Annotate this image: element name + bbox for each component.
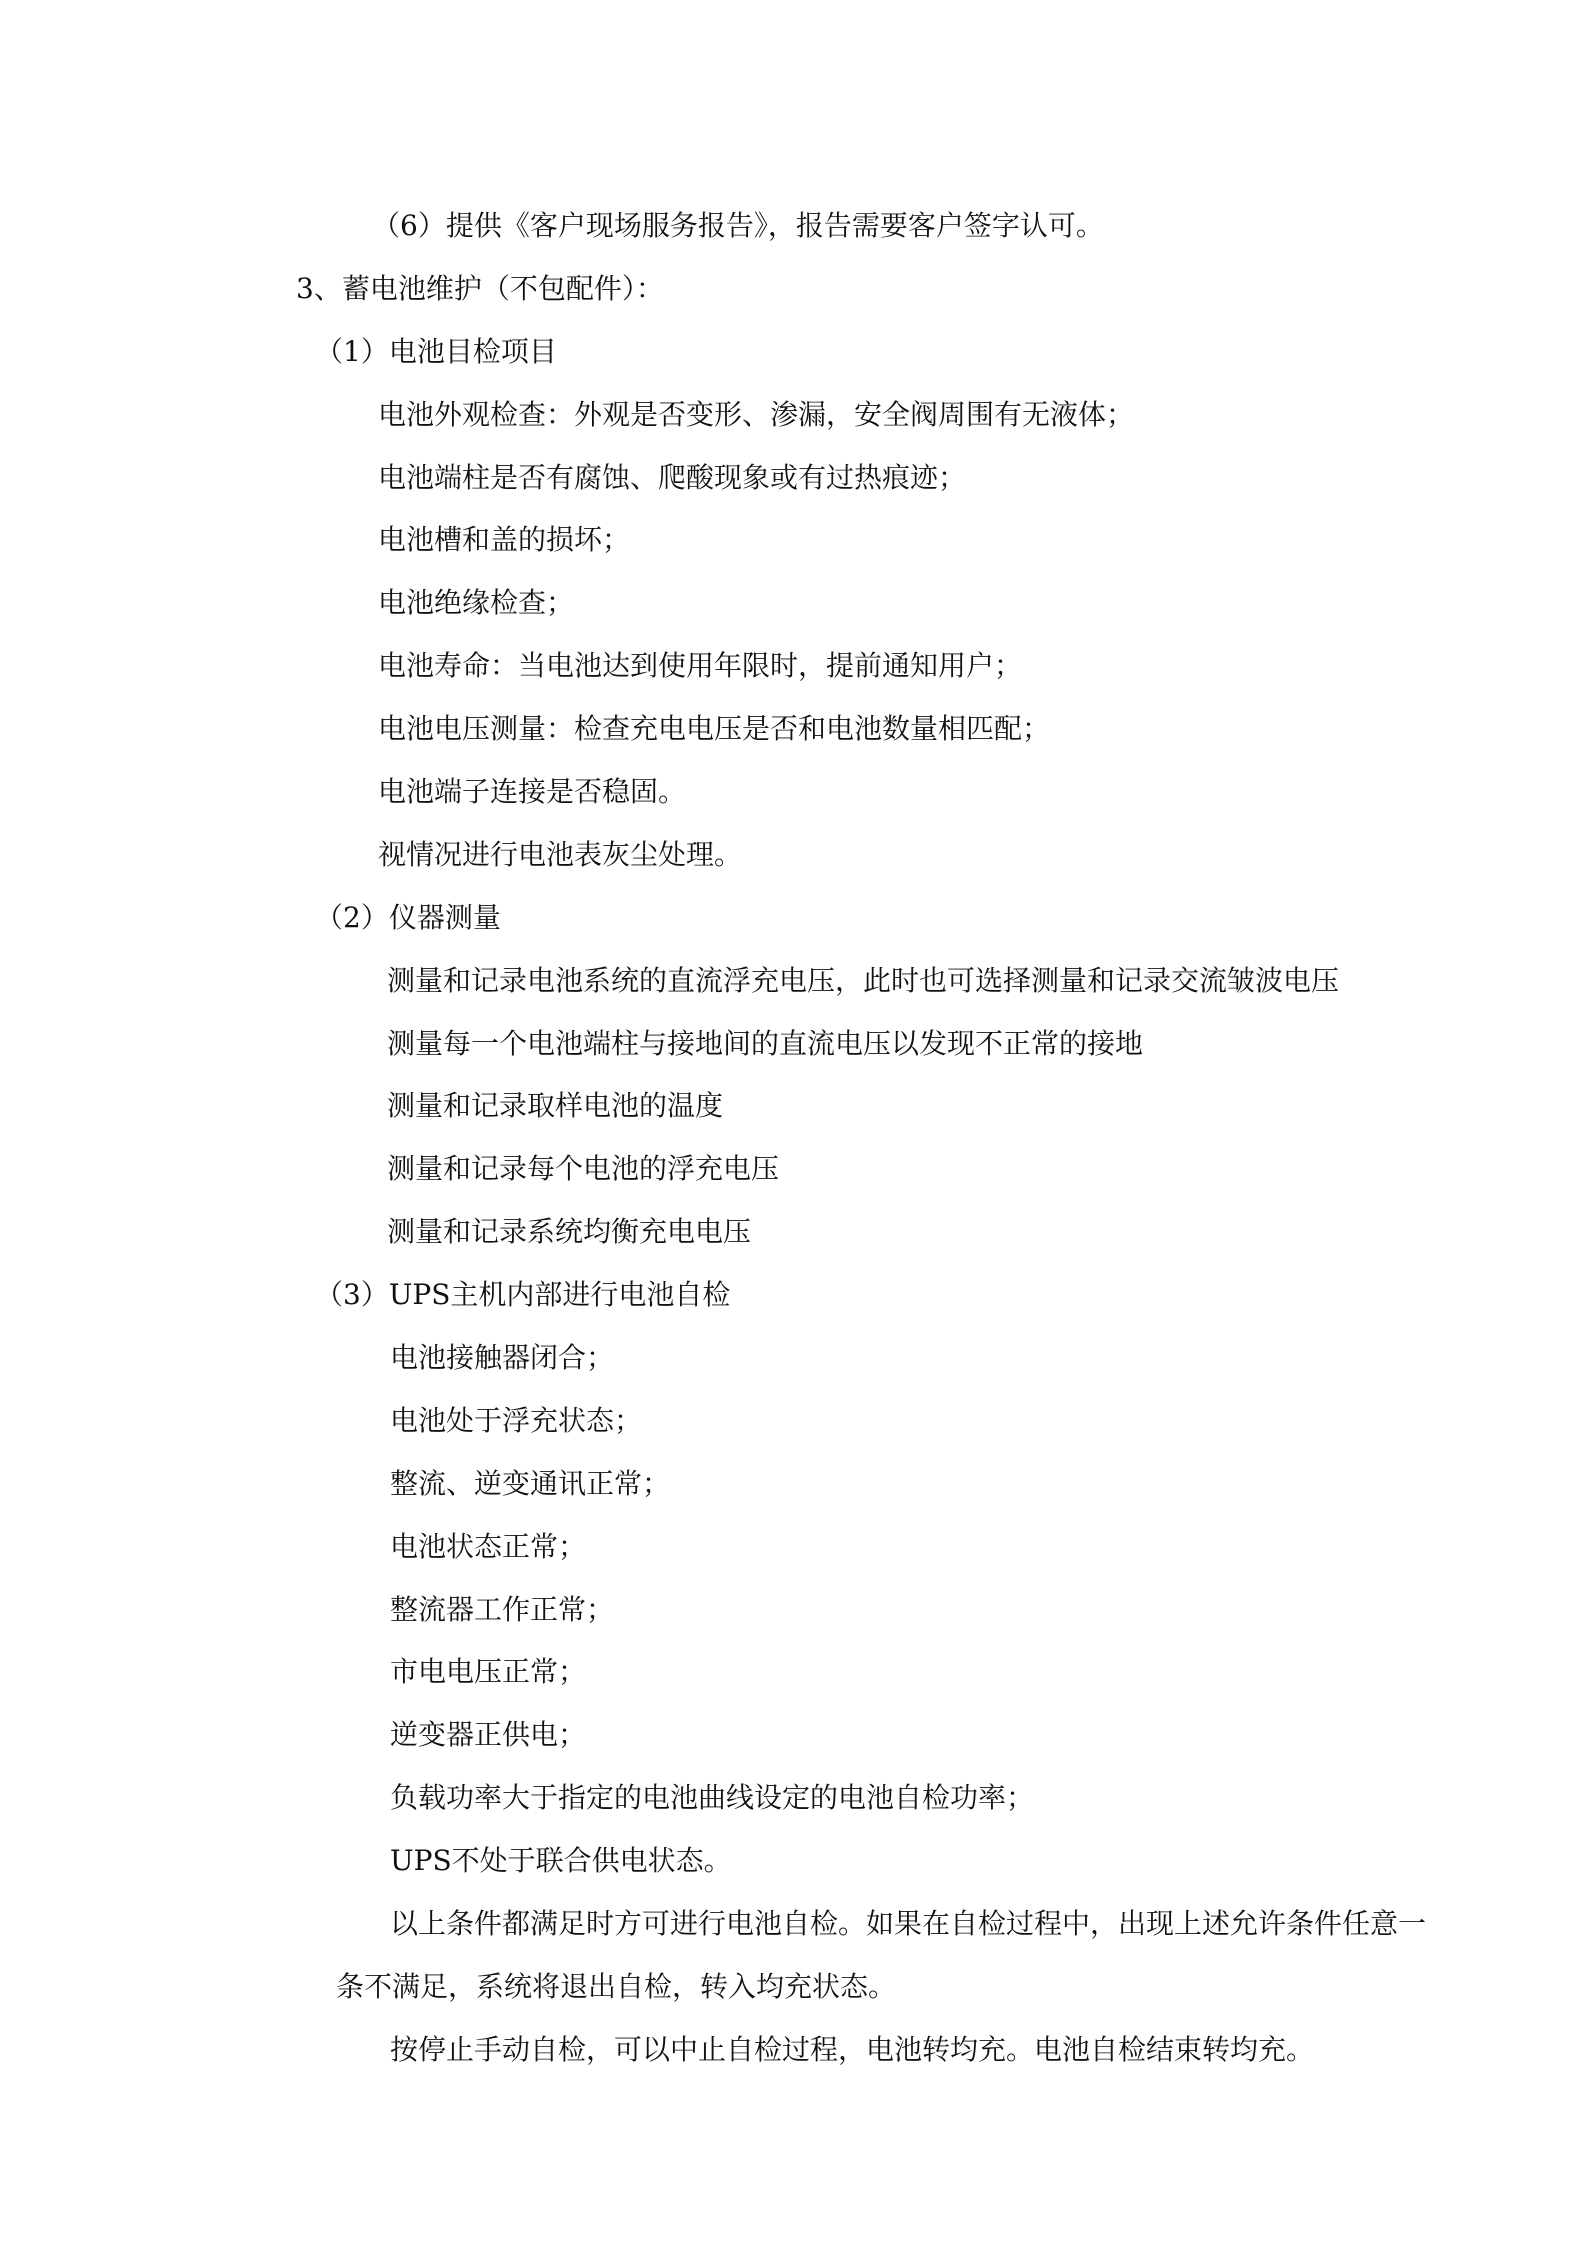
list-item: 电池处于浮充状态； [390, 1403, 643, 1437]
subsection-2-heading: （2）仪器测量 [315, 900, 501, 934]
list-item: 逆变器正供电； [390, 1718, 587, 1752]
paragraph-conditions-line-2: 条不满足，系统将退出自检，转入均充状态。 [336, 1969, 897, 2003]
list-item: 电池电压测量：检查充电电压是否和电池数量相匹配； [378, 712, 1051, 746]
list-item: 电池外观检查：外观是否变形、渗漏，安全阀周围有无液体； [378, 397, 1135, 431]
list-item: 测量和记录系统均衡充电电压 [387, 1215, 752, 1249]
list-item: 电池接触器闭合； [390, 1341, 615, 1375]
subsection-1-heading: （1）电池目检项目 [315, 334, 557, 368]
list-item: 整流、逆变通讯正常； [390, 1466, 671, 1500]
list-item: 电池寿命：当电池达到使用年限时，提前通知用户； [378, 649, 1023, 683]
list-item: 整流器工作正常； [390, 1592, 615, 1626]
list-item: 测量每一个电池端柱与接地间的直流电压以发现不正常的接地 [387, 1026, 1144, 1060]
list-item: 视情况进行电池表灰尘处理。 [378, 837, 743, 871]
list-item: 电池端子连接是否稳固。 [378, 775, 687, 809]
list-item: 电池端柱是否有腐蚀、爬酸现象或有过热痕迹； [378, 460, 967, 494]
list-item: 测量和记录每个电池的浮充电压 [387, 1152, 780, 1186]
paragraph-stop-self-test: 按停止手动自检，可以中止自检过程，电池转均充。电池自检结束转均充。 [390, 2032, 1315, 2066]
list-item: 市电电压正常； [390, 1655, 587, 1689]
item-6-service-report: （6）提供《客户现场服务报告》，报告需要客户签字认可。 [372, 209, 1104, 242]
section-3-heading: 3、蓄电池维护（不包配件）： [296, 271, 664, 305]
list-item: UPS不处于联合供电状态。 [390, 1844, 732, 1878]
subsection-3-heading: （3）UPS主机内部进行电池自检 [315, 1278, 731, 1312]
paragraph-conditions-line-1: 以上条件都满足时方可进行电池自检。如果在自检过程中，出现上述允许条件任意一 [390, 1907, 1427, 1941]
list-item: 测量和记录电池系统的直流浮充电压，此时也可选择测量和记录交流皱波电压 [387, 963, 1340, 997]
document-page [0, 195, 1587, 2082]
list-item: 测量和记录取样电池的温度 [387, 1089, 724, 1123]
list-item: 负载功率大于指定的电池曲线设定的电池自检功率； [390, 1781, 1035, 1815]
list-item: 电池状态正常； [390, 1529, 587, 1563]
list-item: 电池槽和盖的损坏； [378, 523, 631, 557]
list-item: 电池绝缘检查； [378, 586, 575, 620]
